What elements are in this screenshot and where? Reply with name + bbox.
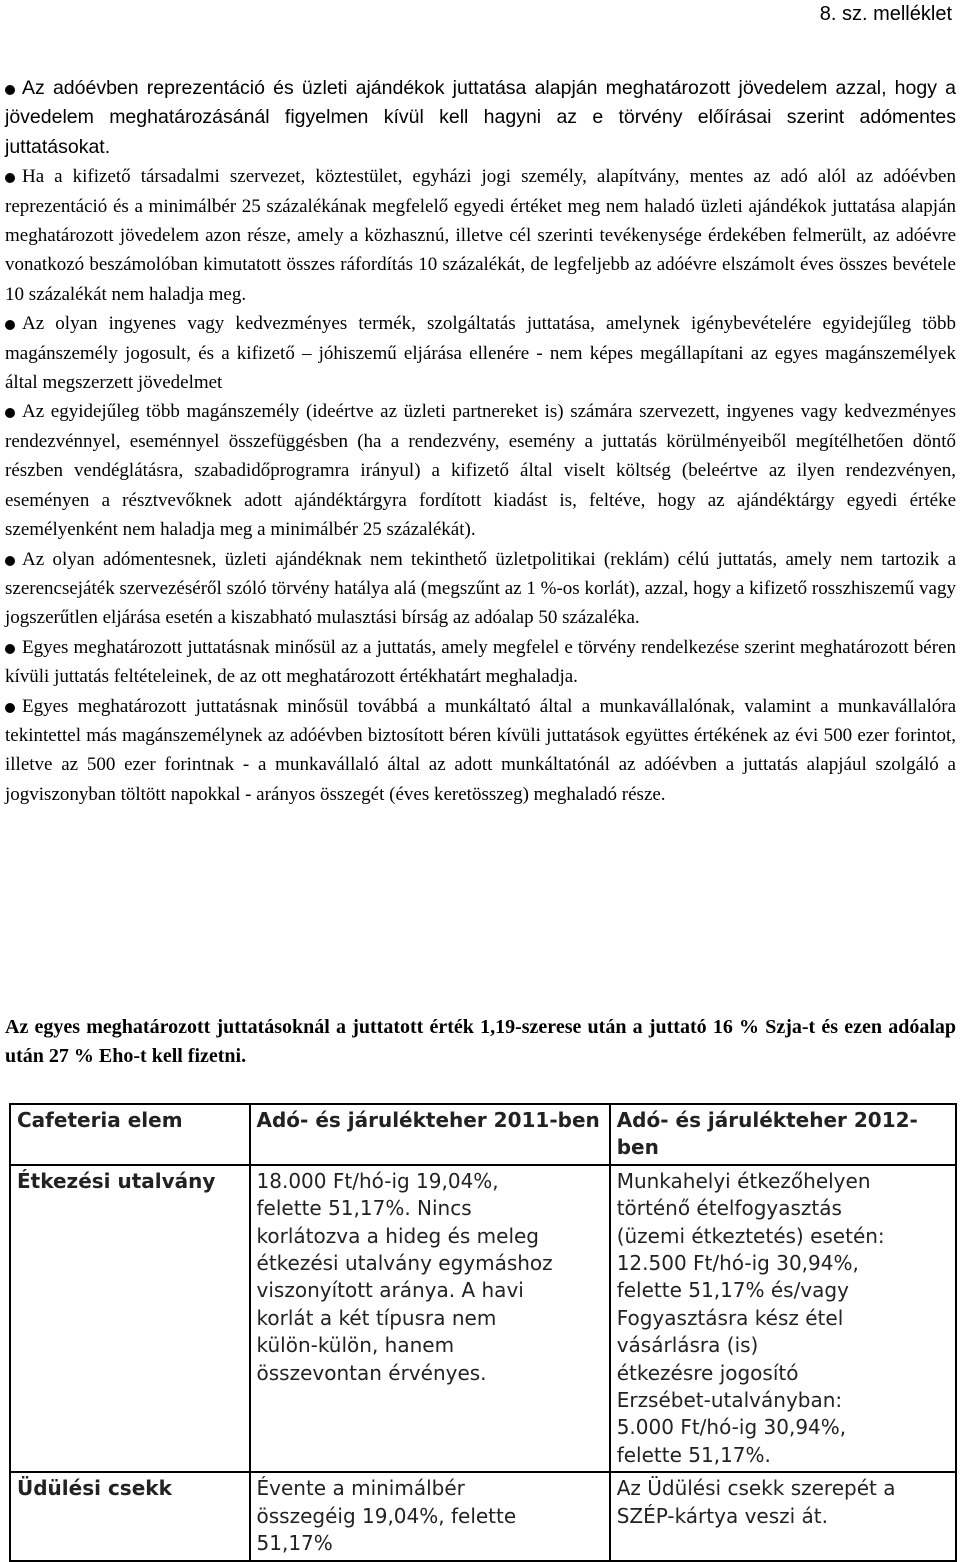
- cell-line: 51,17%: [256, 1531, 333, 1556]
- cell-line: Fogyasztásra kész étel: [616, 1305, 844, 1330]
- cell-line: összevontan érvényes.: [256, 1360, 487, 1385]
- bullet-icon: [5, 320, 15, 330]
- annex-label: 8. sz. melléklet: [819, 3, 952, 25]
- cell-line: történő ételfogyasztás: [616, 1196, 842, 1221]
- cell-line: Erzsébet-utalványban:: [616, 1388, 843, 1413]
- cell-line: Munkahelyi étkezőhelyen: [616, 1168, 871, 1193]
- column-header-element: Cafeteria elem: [10, 1104, 250, 1165]
- bullet-icon: [5, 644, 15, 654]
- table-row: [10, 1472, 956, 1560]
- cell-line: SZÉP-kártya veszi át.: [616, 1503, 829, 1528]
- bullet-icon: [5, 173, 15, 183]
- row-label-meal-voucher: Étkezési utalvány: [10, 1165, 250, 1472]
- cell-2011-holiday-cheque: [250, 1472, 610, 1560]
- cell-line: étkezésre jogosító: [616, 1360, 799, 1385]
- cell-line: korlát a két típusra nem: [256, 1305, 497, 1330]
- cell-line: felette 51,17%. Nincs: [256, 1196, 472, 1221]
- cell-line: külön-külön, hanem: [256, 1333, 455, 1358]
- bullet-icon: [5, 556, 15, 566]
- table-header-row: [10, 1104, 956, 1165]
- list-item: Az olyan ingyenes vagy kedvezményes termék, szolgáltatás juttatása, amelynek igénybevételére egyidejűleg több magánszemély jogosult, és a kifizető – jóhiszemű eljárása ellenére - nem képes megállapítani az egyes magánszemélyek által megszerzett jövedelmet: [5, 313, 956, 394]
- list-item: Egyes meghatározott juttatásnak minősül továbbá a munkáltató által a munkavállalónak, valamint a munkavállalóra tekintettel más magánszemélynek az adóévben biztosított béren kívüli juttatások együttes értékének az évi 500 ezer forintot, illetve az 500 ezer forintnak - a munkavállaló által az adott munkáltatónál az adóévben a juttatás alapjául szolgáló a jogviszonyban töltött napokkal - arányos összegét (éves keretösszeg) meghaladó része.: [5, 695, 956, 805]
- cell-2011-meal-voucher: [250, 1165, 610, 1472]
- cell-line: (üzemi étkeztetés) esetén:: [616, 1223, 885, 1248]
- bullet-icon: [5, 703, 15, 713]
- row-label-holiday-cheque: Üdülési csekk: [10, 1472, 250, 1560]
- cell-line: korlátozva a hideg és meleg: [256, 1223, 540, 1248]
- cell-line: felette 51,17%.: [616, 1442, 771, 1467]
- cell-line: összegéig 19,04%, felette: [256, 1503, 517, 1528]
- list-item: Ha a kifizető társadalmi szervezet, köztestület, egyházi jogi személy, alapítvány, mentes az adó alól az adóévben reprezentáció és a minimálbér 25 százalékának megfelelő egyedi értéket meg nem haladó üzleti ajándékok juttatása alapján meghatározott jövedelem azon része, amely a közhasznú, illetve cél szerinti tevékenysége érdekében felmerült, az adóévre vonatkozó beszámolóban kimutatott összes ráfordítás 10 százalékát, de legfeljebb az adóévre elszámolt éves összes bevétele 10 százalékát nem haladja meg.: [5, 166, 956, 305]
- cell-line: Az Üdülési csekk szerepét a: [616, 1476, 896, 1501]
- cafeteria-table: [9, 1103, 957, 1562]
- cell-line: 12.500 Ft/hó-ig 30,94%,: [616, 1251, 859, 1276]
- list-item: Az egyidejűleg több magánszemély (ideértve az üzleti partnereket is) számára szervezett, ingyenes vagy kedvezményes rendezvénnyel, eseménnyel összefüggésben (ha a rendezvény, esemény a juttatás körülményeiből megítélhetően döntő részben vendéglátásra, szabadidőprogramra irányul) a kifizető által viselt költség (beleértve az ilyen rendezvényen, eseményen a résztvevőknek adott ajándéktárgyra fordított kiadást is, feltéve, hogy az ajándéktárgy egyedi értéke személyenként nem haladja meg a minimálbér 25 százalékát).: [5, 401, 956, 541]
- column-header-2012: Adó- és járulékteher 2012-ben: [610, 1104, 956, 1165]
- cell-line: 18.000 Ft/hó-ig 19,04%,: [256, 1168, 499, 1193]
- cell-2012-meal-voucher: [610, 1165, 956, 1472]
- table-row: [10, 1165, 956, 1472]
- cell-line: felette 51,17% és/vagy: [616, 1278, 849, 1303]
- summary-text: Az egyes meghatározott juttatásoknál a juttatott érték 1,19-szerese után a juttató 16 % Szja-t és ezen adóalap után 27 % Eho-t kell fizetni.: [5, 1016, 956, 1067]
- column-header-2011: Adó- és járulékteher 2011-ben: [250, 1104, 610, 1165]
- cell-line: Évente a minimálbér: [256, 1476, 465, 1501]
- cell-line: 5.000 Ft/hó-ig 30,94%,: [616, 1415, 847, 1440]
- list-item: Az adóévben reprezentáció és üzleti ajándékok juttatása alapján meghatározott jövedelem azzal, hogy a jövedelem meghatározásánál figyelmen kívül kell hagyni az e törvény előírásai szerint adómentes juttatásokat.: [5, 77, 956, 158]
- cell-line: vásárlásra (is): [616, 1333, 759, 1358]
- bullet-icon: [5, 85, 15, 95]
- cell-line: viszonyított aránya. A havi: [256, 1278, 524, 1303]
- bullet-icon: [5, 408, 15, 418]
- list-item: Egyes meghatározott juttatásnak minősül az a juttatás, amely megfelel e törvény rendelkezése szerint meghatározott béren kívüli juttatás feltételeinek, de az ott meghatározott értékhatárt meghaladja.: [5, 636, 956, 688]
- cell-line: étkezési utalvány egymáshoz: [256, 1251, 553, 1276]
- bullet-list: [5, 74, 956, 809]
- list-item: Az olyan adómentesnek, üzleti ajándéknak nem tekinthető üzletpolitikai (reklám) célú juttatás, amely nem tartozik a szerencsejáték szervezéséről szóló törvény hatálya alá (megszűnt az 1 %-os korlát), azzal, hogy a kifizető rosszhiszemű vagy jogszerűtlen eljárása esetén a kiszabható mulasztási bírság az adóalap 50 százaléka.: [5, 548, 956, 629]
- cell-2012-holiday-cheque: [610, 1472, 956, 1560]
